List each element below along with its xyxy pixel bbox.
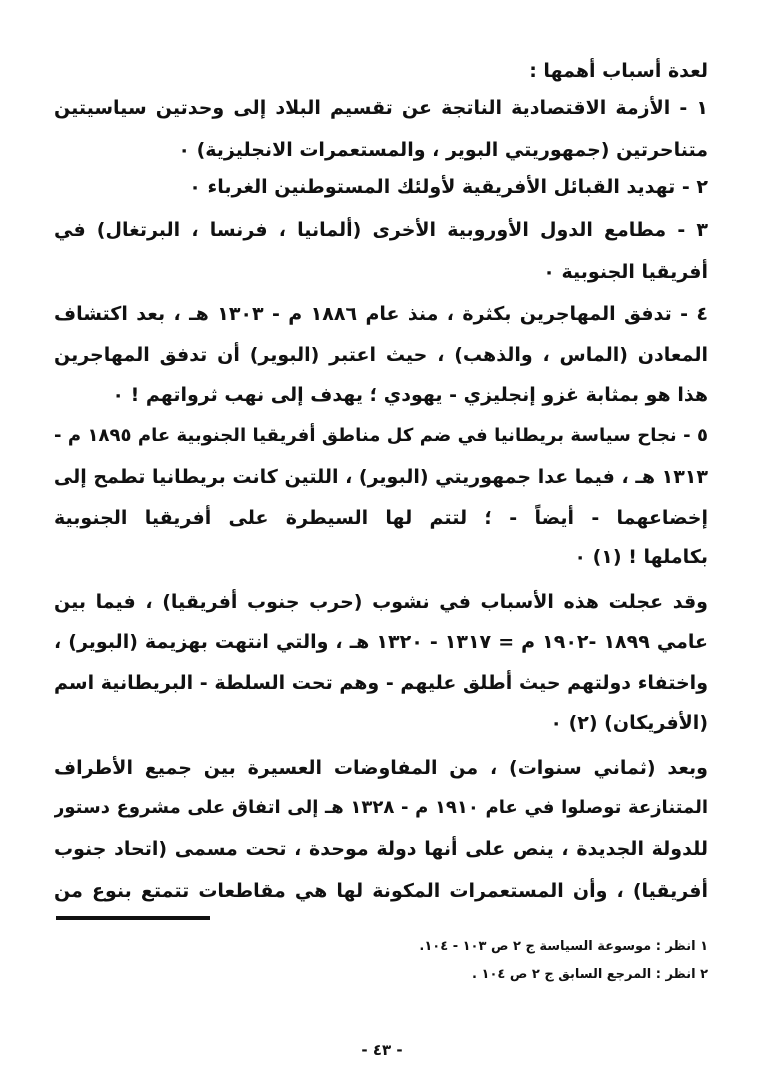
text-line: عامي ١٨٩٩ -١٩٠٢ م = ١٣١٧ - ١٣٢٠ هـ ، والتي انتهت بهزيمة (البوير) ، [54,631,708,653]
text-line: ٥ - نجاح سياسة بريطانيا في ضم كل مناطق أفريقيا الجنوبية عام ١٨٩٥ م - [54,425,708,446]
text-line: لعدة أسباب أهمها : [529,60,708,82]
text-line: ٤ - تدفق المهاجرين بكثرة ، منذ عام ١٨٨٦ م - ١٣٠٣ هـ ، بعد اكتشاف [54,303,708,325]
text-line: (الأفريكان) (٢) ٠ [550,712,708,734]
text-line: وبعد (ثماني سنوات) ، من المفاوضات العسيرة بين جميع الأطراف [54,757,708,779]
text-line: المتنازعة توصلوا في عام ١٩١٠ م - ١٣٢٨ هـ إلى اتفاق على مشروع دستور [54,797,708,818]
footnote-separator [56,916,210,920]
text-line: ١ - الأزمة الاقتصادية الناتجة عن تقسيم البلاد إلى وحدتين سياسيتين [54,97,708,119]
text-line: هذا هو بمثابة غزو إنجليزي - يهودي ؛ يهدف إلى نهب ثرواتهم ! ٠ [112,384,708,406]
text-line: ٣ - مطامع الدول الأوروبية الأخرى (ألمانيا ، فرنسا ، البرتغال) في [54,219,708,241]
footnote: ١ انظر : موسوعة السياسة ج ٢ ص ١٠٣ - ١٠٤. [419,939,708,954]
text-line: المعادن (الماس ، والذهب) ، حيث اعتبر (البوير) أن تدفق المهاجرين [54,344,708,366]
footnote: ٢ انظر : المرجع السابق ج ٢ ص ١٠٤ . [472,967,708,982]
text-line: متناحرتين (جمهوريتي البوير ، والمستعمرات الانجليزية) ٠ [178,139,708,161]
text-line: وقد عجلت هذه الأسباب في نشوب (حرب جنوب أفريقيا) ، فيما بين [54,591,708,613]
text-line: للدولة الجديدة ، ينص على أنها دولة موحدة ، تحت مسمى (اتحاد جنوب [54,838,708,860]
text-line: إخضاعهما - أيضاً - ؛ لتتم لها السيطرة على أفريقيا الجنوبية [54,507,708,529]
text-line: ١٣١٣ هـ ، فيما عدا جمهوريتي (البوير) ، اللتين كانت بريطانيا تطمح إلى [54,466,708,488]
text-line: ٢ - تهديد القبائل الأفريقية لأولئك المستوطنين الغرباء ٠ [189,176,708,198]
text-line: أفريقيا الجنوبية ٠ [543,261,708,283]
text-line: واختفاء دولتهم حيث أطلق عليهم - وهم تحت السلطة - البريطانية اسم [54,672,708,694]
page-number: - ٤٣ - [361,1041,403,1059]
text-line: أفريقيا) ، وأن المستعمرات المكونة لها هي مقاطعات تتمتع بنوع من [54,880,708,902]
text-line: بكاملها ! (١) ٠ [574,546,708,568]
